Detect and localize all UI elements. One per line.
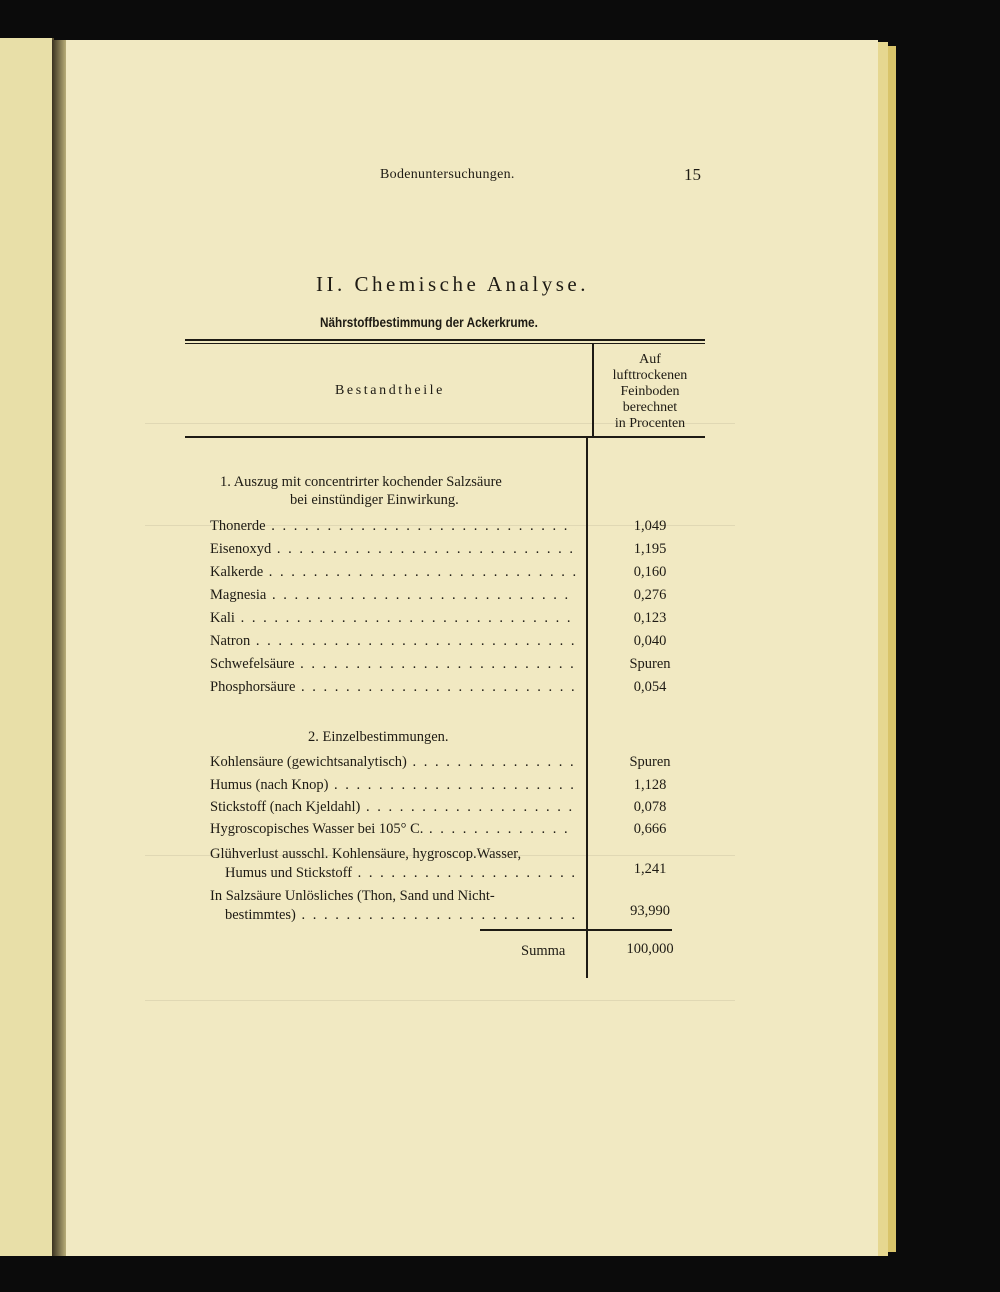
row-label-natron: Natron . . . <box>210 632 576 650</box>
table-top-rule-thin <box>185 343 705 344</box>
header-bottom-rule <box>185 436 705 438</box>
column-header-constituents: Bestandtheile <box>334 383 445 398</box>
row-value-unloesliches: 93,990 <box>630 903 670 919</box>
group2-heading: 2. Einzelbestimmungen. <box>308 729 449 745</box>
row-value-eisenoxyd: 1,195 <box>633 541 667 557</box>
row-label-phosphorsaeure: Phosphorsäure . . . <box>210 678 576 696</box>
running-title: Bodenuntersuchungen. <box>380 167 515 182</box>
row-value-humus: 1,128 <box>633 777 667 793</box>
row-value-gluehverlust: 1,241 <box>633 861 667 877</box>
page-number: 15 <box>684 165 701 184</box>
column-header-percent-line: berechnet <box>622 400 678 415</box>
row-label-gluehverlust: Glühverlust ausschl. Kohlensäure, hygroscop.Wasser, <box>210 846 522 862</box>
row-label-gluehverlust-cont: Humus und Stickstoff . . . <box>225 864 576 882</box>
column-header-percent <box>596 352 704 432</box>
page-stack-edge <box>878 42 888 1256</box>
row-value-magnesia: 0,276 <box>633 587 667 603</box>
header-column-divider <box>592 344 594 436</box>
book-gutter <box>52 40 66 1256</box>
row-label-eisenoxyd: Eisenoxyd . . . <box>210 540 576 558</box>
sum-label: Summa <box>521 943 566 959</box>
row-label-kalkerde: Kalkerde . . . <box>210 563 576 581</box>
row-label-kali: Kali . . . <box>210 609 576 627</box>
column-header-percent-line: in Procenten <box>614 416 686 431</box>
section-heading: II. Chemische Analyse. <box>316 272 589 296</box>
table-top-rule <box>185 339 705 341</box>
row-value-stickstoff: 0,078 <box>633 799 667 815</box>
row-label-magnesia: Magnesia . . . <box>210 586 576 604</box>
row-value-hygroscopisches-wasser: 0,666 <box>633 821 667 837</box>
sum-rule <box>480 929 672 931</box>
column-header-percent-line: lufttrockenen <box>612 368 688 383</box>
page-stack-edge-outer <box>888 46 896 1252</box>
group1-heading: 1. Auszug mit concentrirter kochender Salzsäure <box>220 474 502 490</box>
row-label-schwefelsaeure: Schwefelsäure . . . <box>210 655 576 673</box>
row-value-schwefelsaeure: Spuren <box>629 656 671 672</box>
row-value-thonerde: 1,049 <box>633 518 667 534</box>
row-value-kohlensaeure: Spuren <box>629 754 671 770</box>
row-label-thonerde: Thonerde . . . <box>210 517 576 535</box>
body-column-divider <box>586 438 588 978</box>
group1-heading-cont: bei einstündiger Einwirkung. <box>290 492 459 508</box>
column-header-percent-line: Auf <box>639 352 661 367</box>
row-value-kali: 0,123 <box>633 610 667 626</box>
table-caption: Nährstoffbestimmung der Ackerkrume. <box>320 314 538 330</box>
row-label-hygroscopisches-wasser: Hygroscopisches Wasser bei 105° C. . . . <box>210 820 576 838</box>
row-value-kalkerde: 0,160 <box>633 564 667 580</box>
row-label-kohlensaeure: Kohlensäure (gewichtsanalytisch) . . . <box>210 753 576 771</box>
row-value-phosphorsaeure: 0,054 <box>633 679 667 695</box>
sum-value: 100,000 <box>626 941 674 957</box>
left-page-edge <box>0 38 54 1256</box>
row-label-humus: Humus (nach Knop) . . . <box>210 776 576 794</box>
row-label-unloesliches-cont: bestimmtes) . . . <box>225 906 576 924</box>
row-value-natron: 0,040 <box>633 633 667 649</box>
row-label-stickstoff: Stickstoff (nach Kjeldahl) . . . <box>210 798 576 816</box>
column-header-percent-line: Feinboden <box>620 384 680 399</box>
row-label-unloesliches: In Salzsäure Unlösliches (Thon, Sand und Nicht- <box>210 888 495 904</box>
